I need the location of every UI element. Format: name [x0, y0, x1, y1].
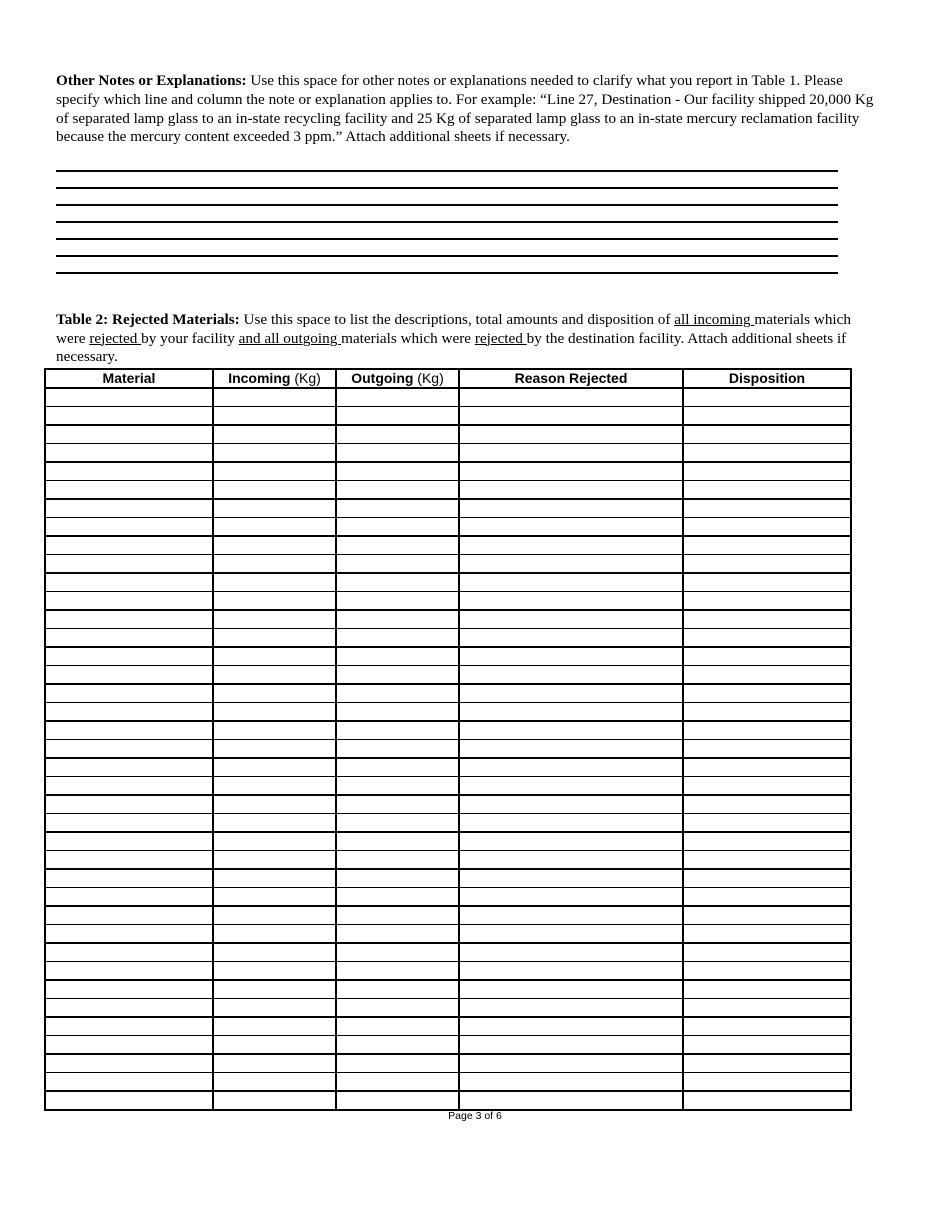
- col-header-unit: (Kg): [290, 370, 321, 386]
- reason-cell[interactable]: [459, 1091, 683, 1110]
- reason-cell[interactable]: [459, 610, 683, 629]
- outgoing-cell[interactable]: [336, 906, 459, 925]
- rejected-materials-table: [44, 368, 852, 1111]
- material-cell[interactable]: [45, 999, 213, 1018]
- incoming-cell[interactable]: [213, 444, 336, 463]
- outgoing-cell[interactable]: [336, 462, 459, 481]
- outgoing-cell[interactable]: [336, 740, 459, 759]
- table-row: [45, 906, 851, 925]
- disposition-cell[interactable]: [683, 388, 851, 407]
- writing-line[interactable]: [56, 187, 838, 189]
- disposition-cell[interactable]: [683, 740, 851, 759]
- intro-text: by your facility: [141, 329, 239, 347]
- writing-line[interactable]: [56, 255, 838, 257]
- incoming-cell[interactable]: [213, 536, 336, 555]
- material-cell[interactable]: [45, 851, 213, 870]
- page-number: Page 3 of 6: [448, 1110, 502, 1122]
- incoming-cell[interactable]: [213, 721, 336, 740]
- writing-line[interactable]: [56, 221, 838, 223]
- reason-cell[interactable]: [459, 1036, 683, 1055]
- disposition-cell[interactable]: [683, 518, 851, 537]
- outgoing-cell[interactable]: [336, 999, 459, 1018]
- outgoing-cell[interactable]: [336, 925, 459, 944]
- disposition-cell[interactable]: [683, 425, 851, 444]
- disposition-cell[interactable]: [683, 666, 851, 685]
- table-row: [45, 610, 851, 629]
- outgoing-cell[interactable]: [336, 1036, 459, 1055]
- incoming-cell[interactable]: [213, 1054, 336, 1073]
- disposition-cell[interactable]: [683, 610, 851, 629]
- reason-cell[interactable]: [459, 962, 683, 981]
- other-notes-paragraph: [56, 72, 876, 147]
- incoming-cell[interactable]: [213, 425, 336, 444]
- incoming-cell[interactable]: [213, 740, 336, 759]
- table-row: [45, 795, 851, 814]
- disposition-cell[interactable]: [683, 999, 851, 1018]
- other-notes-heading: Other Notes or Explanations:: [56, 72, 247, 89]
- disposition-cell[interactable]: [683, 777, 851, 796]
- material-cell[interactable]: [45, 1091, 213, 1110]
- disposition-cell[interactable]: [683, 721, 851, 740]
- incoming-cell[interactable]: [213, 999, 336, 1018]
- table-row: [45, 1054, 851, 1073]
- reason-cell[interactable]: [459, 777, 683, 796]
- material-cell[interactable]: [45, 407, 213, 426]
- reason-cell[interactable]: [459, 462, 683, 481]
- incoming-cell[interactable]: [213, 943, 336, 962]
- table-row: [45, 814, 851, 833]
- disposition-cell[interactable]: [683, 536, 851, 555]
- reason-cell[interactable]: [459, 740, 683, 759]
- table2-intro-paragraph: [56, 311, 878, 367]
- outgoing-cell[interactable]: [336, 814, 459, 833]
- material-cell[interactable]: [45, 740, 213, 759]
- writing-line[interactable]: [56, 204, 838, 206]
- writing-line[interactable]: [56, 170, 838, 172]
- table-row: [45, 647, 851, 666]
- incoming-cell[interactable]: [213, 851, 336, 870]
- outgoing-cell[interactable]: [336, 684, 459, 703]
- disposition-cell[interactable]: [683, 980, 851, 999]
- material-cell[interactable]: [45, 906, 213, 925]
- reason-cell[interactable]: [459, 499, 683, 518]
- material-cell[interactable]: [45, 425, 213, 444]
- col-header-label: Outgoing: [351, 370, 414, 386]
- incoming-cell[interactable]: [213, 906, 336, 925]
- table-row: [45, 1073, 851, 1092]
- col-header-label: Reason Rejected: [514, 370, 628, 386]
- reason-cell[interactable]: [459, 536, 683, 555]
- table-row: [45, 703, 851, 722]
- disposition-cell[interactable]: [683, 925, 851, 944]
- disposition-cell[interactable]: [683, 407, 851, 426]
- incoming-cell[interactable]: [213, 777, 336, 796]
- reason-cell[interactable]: [459, 703, 683, 722]
- reason-cell[interactable]: [459, 407, 683, 426]
- outgoing-cell[interactable]: [336, 703, 459, 722]
- notes-writing-lines[interactable]: [56, 170, 838, 289]
- writing-line[interactable]: [56, 238, 838, 240]
- outgoing-cell[interactable]: [336, 980, 459, 999]
- incoming-cell[interactable]: [213, 869, 336, 888]
- material-cell[interactable]: [45, 925, 213, 944]
- table-row: [45, 666, 851, 685]
- incoming-cell[interactable]: [213, 555, 336, 574]
- outgoing-cell[interactable]: [336, 1073, 459, 1092]
- incoming-cell[interactable]: [213, 647, 336, 666]
- incoming-cell[interactable]: [213, 925, 336, 944]
- material-cell[interactable]: [45, 684, 213, 703]
- disposition-cell[interactable]: [683, 703, 851, 722]
- disposition-cell[interactable]: [683, 906, 851, 925]
- incoming-cell[interactable]: [213, 814, 336, 833]
- outgoing-cell[interactable]: [336, 536, 459, 555]
- material-cell[interactable]: [45, 888, 213, 907]
- outgoing-cell[interactable]: [336, 962, 459, 981]
- material-cell[interactable]: [45, 610, 213, 629]
- incoming-cell[interactable]: [213, 629, 336, 648]
- outgoing-cell[interactable]: [336, 592, 459, 611]
- material-cell[interactable]: [45, 758, 213, 777]
- outgoing-cell[interactable]: [336, 388, 459, 407]
- disposition-cell[interactable]: [683, 499, 851, 518]
- reason-cell[interactable]: [459, 666, 683, 685]
- table-header-row: [45, 369, 851, 388]
- material-cell[interactable]: [45, 647, 213, 666]
- outgoing-cell[interactable]: [336, 666, 459, 685]
- reason-cell[interactable]: [459, 814, 683, 833]
- table-row: [45, 573, 851, 592]
- disposition-cell[interactable]: [683, 1091, 851, 1110]
- incoming-cell[interactable]: [213, 888, 336, 907]
- disposition-cell[interactable]: [683, 647, 851, 666]
- intro-underlined: all incoming: [674, 311, 755, 328]
- material-cell[interactable]: [45, 666, 213, 685]
- other-notes-body: Use this space for other notes or explanations needed to clarify what you report in Table 1. Please specify which line and column the note or explanation applies to. For example: “Line 27, Destination - Our facility shipped 20,000 Kg of separated lamp glass to an in-state recycling facility and 25 Kg of separated lamp glass to an in-state mercury reclamation facility because the mercury content exceeded 3 ppm.” Attach additional sheets if necessary.: [56, 72, 874, 146]
- col-header-disposition: [683, 369, 851, 388]
- material-cell[interactable]: [45, 518, 213, 537]
- incoming-cell[interactable]: [213, 518, 336, 537]
- incoming-cell[interactable]: [213, 573, 336, 592]
- disposition-cell[interactable]: [683, 758, 851, 777]
- table-body: [45, 388, 851, 1110]
- incoming-cell[interactable]: [213, 980, 336, 999]
- material-cell[interactable]: [45, 499, 213, 518]
- material-cell[interactable]: [45, 1017, 213, 1036]
- intro-underlined: and all outgoing: [238, 329, 342, 347]
- disposition-cell[interactable]: [683, 795, 851, 814]
- table-row: [45, 962, 851, 981]
- material-cell[interactable]: [45, 832, 213, 851]
- table-row: [45, 888, 851, 907]
- outgoing-cell[interactable]: [336, 573, 459, 592]
- reason-cell[interactable]: [459, 555, 683, 574]
- material-cell[interactable]: [45, 962, 213, 981]
- material-cell[interactable]: [45, 555, 213, 574]
- table-row: [45, 425, 851, 444]
- outgoing-cell[interactable]: [336, 610, 459, 629]
- col-header-label: Material: [102, 370, 156, 386]
- disposition-cell[interactable]: [683, 962, 851, 981]
- col-header-unit: (Kg): [413, 370, 444, 386]
- reason-cell[interactable]: [459, 684, 683, 703]
- disposition-cell[interactable]: [683, 555, 851, 574]
- reason-cell[interactable]: [459, 721, 683, 740]
- table-row: [45, 943, 851, 962]
- table-row: [45, 629, 851, 648]
- disposition-cell[interactable]: [683, 1054, 851, 1073]
- outgoing-cell[interactable]: [336, 444, 459, 463]
- material-cell[interactable]: [45, 592, 213, 611]
- reason-cell[interactable]: [459, 906, 683, 925]
- incoming-cell[interactable]: [213, 684, 336, 703]
- disposition-cell[interactable]: [683, 684, 851, 703]
- disposition-cell[interactable]: [683, 851, 851, 870]
- material-cell[interactable]: [45, 573, 213, 592]
- reason-cell[interactable]: [459, 999, 683, 1018]
- disposition-cell[interactable]: [683, 943, 851, 962]
- col-header-label: Disposition: [728, 370, 806, 386]
- incoming-cell[interactable]: [213, 499, 336, 518]
- outgoing-cell[interactable]: [336, 943, 459, 962]
- incoming-cell[interactable]: [213, 592, 336, 611]
- disposition-cell[interactable]: [683, 1073, 851, 1092]
- disposition-cell[interactable]: [683, 592, 851, 611]
- outgoing-cell[interactable]: [336, 777, 459, 796]
- material-cell[interactable]: [45, 943, 213, 962]
- disposition-cell[interactable]: [683, 573, 851, 592]
- table-row: [45, 444, 851, 463]
- table-row: [45, 388, 851, 407]
- incoming-cell[interactable]: [213, 666, 336, 685]
- outgoing-cell[interactable]: [336, 851, 459, 870]
- reason-cell[interactable]: [459, 832, 683, 851]
- rejected-materials-table-container: [44, 368, 850, 1111]
- outgoing-cell[interactable]: [336, 499, 459, 518]
- col-header-outgoing: [336, 369, 459, 388]
- incoming-cell[interactable]: [213, 703, 336, 722]
- outgoing-cell[interactable]: [336, 407, 459, 426]
- reason-cell[interactable]: [459, 943, 683, 962]
- reason-cell[interactable]: [459, 888, 683, 907]
- table-row: [45, 684, 851, 703]
- col-header-material: [45, 369, 213, 388]
- disposition-cell[interactable]: [683, 462, 851, 481]
- incoming-cell[interactable]: [213, 1017, 336, 1036]
- outgoing-cell[interactable]: [336, 518, 459, 537]
- table-row: [45, 758, 851, 777]
- reason-cell[interactable]: [459, 1017, 683, 1036]
- disposition-cell[interactable]: [683, 1036, 851, 1055]
- disposition-cell[interactable]: [683, 832, 851, 851]
- table-row: [45, 462, 851, 481]
- intro-text: materials which were: [56, 311, 851, 347]
- outgoing-cell[interactable]: [336, 555, 459, 574]
- intro-text: Use this space to list the descriptions, total amounts and disposition of: [239, 311, 675, 328]
- reason-cell[interactable]: [459, 758, 683, 777]
- reason-cell[interactable]: [459, 795, 683, 814]
- intro-underlined: rejected: [474, 329, 527, 347]
- disposition-cell[interactable]: [683, 888, 851, 907]
- reason-cell[interactable]: [459, 1073, 683, 1092]
- material-cell[interactable]: [45, 703, 213, 722]
- material-cell[interactable]: [45, 536, 213, 555]
- incoming-cell[interactable]: [213, 610, 336, 629]
- table-row: [45, 980, 851, 999]
- col-header-reason: [459, 369, 683, 388]
- outgoing-cell[interactable]: [336, 1017, 459, 1036]
- table-row: [45, 832, 851, 851]
- reason-cell[interactable]: [459, 980, 683, 999]
- table-row: [45, 407, 851, 426]
- table-row: [45, 925, 851, 944]
- outgoing-cell[interactable]: [336, 1091, 459, 1110]
- reason-cell[interactable]: [459, 388, 683, 407]
- disposition-cell[interactable]: [683, 1017, 851, 1036]
- table-row: [45, 869, 851, 888]
- table-row: [45, 536, 851, 555]
- writing-line[interactable]: [56, 272, 838, 274]
- incoming-cell[interactable]: [213, 1036, 336, 1055]
- incoming-cell[interactable]: [213, 832, 336, 851]
- reason-cell[interactable]: [459, 1054, 683, 1073]
- reason-cell[interactable]: [459, 425, 683, 444]
- incoming-cell[interactable]: [213, 1091, 336, 1110]
- incoming-cell[interactable]: [213, 795, 336, 814]
- material-cell[interactable]: [45, 444, 213, 463]
- disposition-cell[interactable]: [683, 869, 851, 888]
- reason-cell[interactable]: [459, 925, 683, 944]
- table-row: [45, 1017, 851, 1036]
- reason-cell[interactable]: [459, 592, 683, 611]
- material-cell[interactable]: [45, 462, 213, 481]
- intro-text: materials which were: [341, 329, 475, 347]
- outgoing-cell[interactable]: [336, 888, 459, 907]
- material-cell[interactable]: [45, 388, 213, 407]
- table-row: [45, 499, 851, 518]
- intro-underlined: rejected: [89, 329, 142, 347]
- material-cell[interactable]: [45, 629, 213, 648]
- material-cell[interactable]: [45, 795, 213, 814]
- outgoing-cell[interactable]: [336, 721, 459, 740]
- table-row: [45, 851, 851, 870]
- incoming-cell[interactable]: [213, 1073, 336, 1092]
- col-header-label: Incoming: [228, 370, 291, 386]
- reason-cell[interactable]: [459, 518, 683, 537]
- table-row: [45, 740, 851, 759]
- material-cell[interactable]: [45, 1054, 213, 1073]
- reason-cell[interactable]: [459, 481, 683, 500]
- table-row: [45, 721, 851, 740]
- disposition-cell[interactable]: [683, 814, 851, 833]
- outgoing-cell[interactable]: [336, 795, 459, 814]
- material-cell[interactable]: [45, 721, 213, 740]
- reason-cell[interactable]: [459, 629, 683, 648]
- outgoing-cell[interactable]: [336, 647, 459, 666]
- reason-cell[interactable]: [459, 647, 683, 666]
- material-cell[interactable]: [45, 481, 213, 500]
- material-cell[interactable]: [45, 814, 213, 833]
- disposition-cell[interactable]: [683, 444, 851, 463]
- outgoing-cell[interactable]: [336, 629, 459, 648]
- outgoing-cell[interactable]: [336, 481, 459, 500]
- intro-text: by the destination facility. Attach additional sheets if necessary.: [56, 329, 847, 366]
- reason-cell[interactable]: [459, 869, 683, 888]
- material-cell[interactable]: [45, 777, 213, 796]
- incoming-cell[interactable]: [213, 962, 336, 981]
- material-cell[interactable]: [45, 869, 213, 888]
- material-cell[interactable]: [45, 1036, 213, 1055]
- table-row: [45, 777, 851, 796]
- table-row: [45, 555, 851, 574]
- col-header-incoming: [213, 369, 336, 388]
- reason-cell[interactable]: [459, 444, 683, 463]
- incoming-cell[interactable]: [213, 462, 336, 481]
- material-cell[interactable]: [45, 980, 213, 999]
- outgoing-cell[interactable]: [336, 758, 459, 777]
- outgoing-cell[interactable]: [336, 1054, 459, 1073]
- incoming-cell[interactable]: [213, 758, 336, 777]
- incoming-cell[interactable]: [213, 388, 336, 407]
- material-cell[interactable]: [45, 1073, 213, 1092]
- incoming-cell[interactable]: [213, 481, 336, 500]
- reason-cell[interactable]: [459, 573, 683, 592]
- table-row: [45, 1036, 851, 1055]
- outgoing-cell[interactable]: [336, 869, 459, 888]
- outgoing-cell[interactable]: [336, 832, 459, 851]
- disposition-cell[interactable]: [683, 629, 851, 648]
- table-row: [45, 518, 851, 537]
- table-row: [45, 999, 851, 1018]
- incoming-cell[interactable]: [213, 407, 336, 426]
- table-row: [45, 592, 851, 611]
- disposition-cell[interactable]: [683, 481, 851, 500]
- outgoing-cell[interactable]: [336, 425, 459, 444]
- table-row: [45, 481, 851, 500]
- table-row: [45, 1091, 851, 1110]
- reason-cell[interactable]: [459, 851, 683, 870]
- table2-heading: Table 2: Rejected Materials:: [56, 311, 240, 328]
